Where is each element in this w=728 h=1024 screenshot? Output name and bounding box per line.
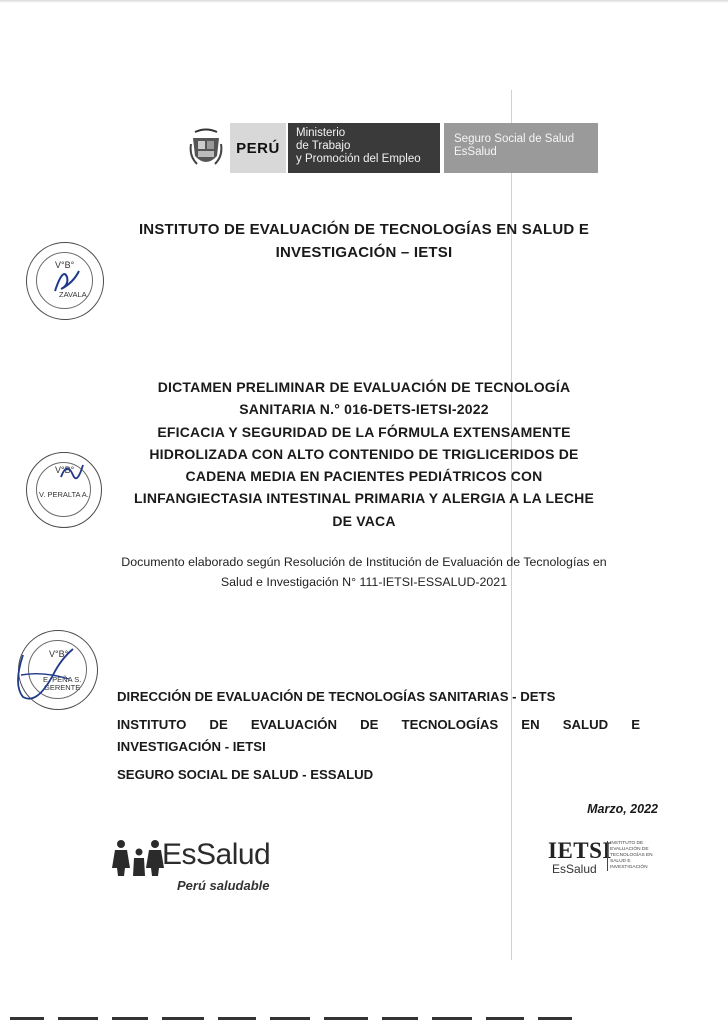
seguro-line: EsSalud bbox=[454, 146, 497, 158]
stamp-role: GERENTE bbox=[44, 683, 81, 692]
dictamen-line: DE VACA bbox=[332, 512, 396, 529]
dictamen-line: DICTAMEN PRELIMINAR DE EVALUACIÓN DE TECNOLOGÍA bbox=[157, 379, 571, 395]
ministry-line: y Promoción del Empleo bbox=[296, 153, 421, 165]
dictamen-line: SANITARIA N.° 016-DETS-IETSI-2022 bbox=[239, 401, 489, 418]
signature-icon bbox=[49, 263, 85, 297]
ietsi-logo bbox=[548, 838, 658, 888]
document-note-line: Documento elaborado según Resolución de Institución de Evaluación de Tecnologías en bbox=[121, 555, 607, 569]
scan-bottom-edge bbox=[0, 1017, 728, 1021]
family-figures-icon bbox=[112, 838, 166, 878]
direction-ietsi-line2: INVESTIGACIÓN - IETSI bbox=[117, 739, 266, 754]
approval-stamp-zavala bbox=[26, 242, 104, 320]
dictamen-line: HIDROLIZADA CON ALTO CONTENIDO DE TRIGLICERIDOS DE bbox=[149, 445, 579, 462]
ietsi-description bbox=[607, 841, 657, 871]
ietsi-desc-line: TECNOLOGÍAS EN bbox=[610, 853, 653, 858]
peru-coat-of-arms-icon bbox=[184, 123, 228, 173]
directions-block bbox=[117, 686, 640, 792]
dictamen-title bbox=[0, 376, 728, 532]
institute-title-line: INSTITUTO DE EVALUACIÓN DE TECNOLOGÍAS EN SALUD E bbox=[138, 221, 590, 238]
seguro-line: Seguro Social de Salud bbox=[454, 133, 575, 145]
signature-icon bbox=[13, 645, 83, 707]
ietsi-wordmark: IETSI bbox=[548, 838, 612, 863]
dictamen-line: CADENA MEDIA EN PACIENTES PEDIÁTRICOS CON bbox=[185, 468, 543, 485]
dictamen-line: EFICACIA Y SEGURIDAD DE LA FÓRMULA EXTENSAMENTE bbox=[157, 423, 571, 440]
ietsi-desc-line: EVALUACIÓN DE bbox=[610, 847, 649, 852]
peru-label: PERÚ bbox=[236, 139, 280, 157]
ietsi-desc-line: INSTITUTO DE bbox=[610, 841, 644, 846]
dictamen-line: LINFANGIECTASIA INTESTINAL PRIMARIA Y ALERGIA A LA LECHE bbox=[134, 490, 594, 507]
stamp-name: V. PERALTA A. bbox=[39, 490, 89, 499]
ministry-line: Ministerio bbox=[296, 127, 346, 139]
ietsi-sub-wordmark: EsSalud bbox=[552, 862, 597, 876]
document-note bbox=[0, 552, 728, 592]
essalud-logo bbox=[112, 836, 287, 896]
document-note-line: Salud e Investigación N° 111-IETSI-ESSALUD-2021 bbox=[220, 575, 508, 589]
government-header-logo bbox=[184, 123, 598, 173]
direction-dets: DIRECCIÓN DE EVALUACIÓN DE TECNOLOGÍAS SANITARIAS - DETS bbox=[117, 689, 556, 704]
ministry-line: de Trabajo bbox=[296, 140, 351, 152]
ietsi-desc-line: SALUD E bbox=[610, 859, 631, 864]
direction-essalud: SEGURO SOCIAL DE SALUD - ESSALUD bbox=[117, 767, 374, 782]
peru-label-box bbox=[230, 123, 286, 173]
stamp-vb-label: V°B° bbox=[55, 260, 75, 270]
document-date: Marzo, 2022 bbox=[587, 802, 658, 816]
signature-icon bbox=[57, 459, 87, 489]
essalud-wordmark: EsSalud bbox=[162, 838, 271, 871]
ministry-box bbox=[288, 123, 440, 173]
institute-title bbox=[0, 218, 728, 264]
approval-stamp-pena bbox=[18, 630, 98, 710]
direction-ietsi-line1: INSTITUTO DE EVALUACIÓN DE TECNOLOGÍAS EN SALUD E bbox=[117, 717, 640, 732]
institute-title-line: INVESTIGACIÓN – IETSI bbox=[275, 244, 453, 261]
stamp-name: E. PEÑA S. bbox=[43, 675, 82, 684]
scan-edge bbox=[0, 0, 728, 3]
essalud-tagline: Perú saludable bbox=[177, 878, 270, 893]
approval-stamp-peralta bbox=[26, 452, 102, 528]
seguro-social-box bbox=[444, 123, 598, 173]
ietsi-desc-line: INVESTIGACIÓN bbox=[610, 865, 648, 870]
stamp-name: ZAVALA bbox=[59, 290, 87, 299]
stamp-vb-label: V°B° bbox=[49, 649, 69, 659]
stamp-vb-label: V°B° bbox=[55, 465, 75, 475]
